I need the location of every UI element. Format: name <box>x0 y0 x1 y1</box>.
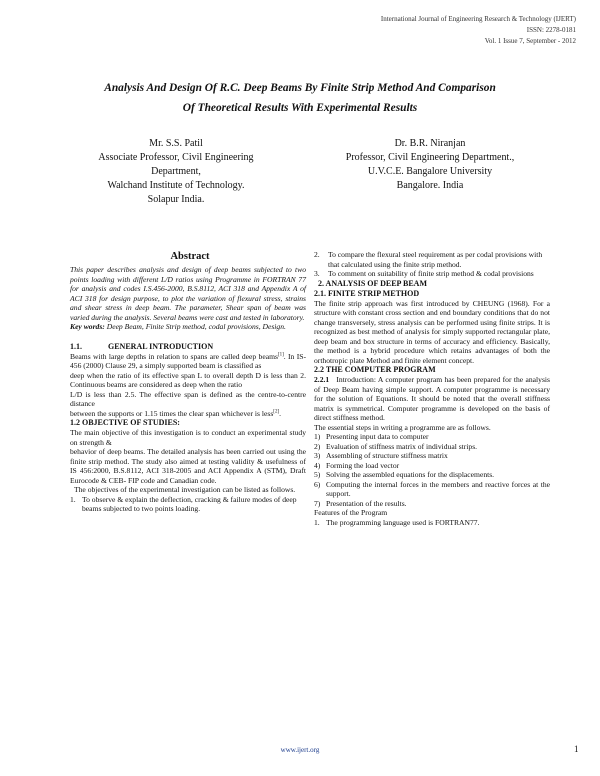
intro-paragraph <box>70 409 306 419</box>
intro-text: . <box>279 408 282 418</box>
objective-paragraph: The objectives of the experimental investigation can be listed as follows. <box>74 485 296 494</box>
author-location: Solapur India. <box>147 194 205 205</box>
page-number: 1 <box>574 744 579 754</box>
list-number: 1. <box>314 517 320 527</box>
section-title: GENERAL INTRODUCTION <box>108 341 214 351</box>
intro-text: Beams with large depths in relation to spans are called deep beams <box>70 351 278 361</box>
list-number: 1. <box>70 494 76 504</box>
author-block-patil <box>46 137 306 207</box>
footer-url: www.ijert.org <box>280 746 320 754</box>
journal-issn: ISSN: 2278-0181 <box>526 26 576 34</box>
list-text: Forming the load vector <box>326 460 400 470</box>
list-number: 3) <box>314 451 321 460</box>
list-number: 6) <box>314 479 321 489</box>
list-text: The programming language used is FORTRAN77. <box>326 517 480 527</box>
journal-name: International Journal of Engineering Research & Technology (IJERT) <box>380 15 576 23</box>
list-text: Presentation of the results. <box>326 498 407 508</box>
list-number: 3. <box>314 269 320 278</box>
list-item <box>70 495 306 514</box>
citation: [2] <box>273 408 280 414</box>
list-item <box>314 461 550 471</box>
author-name: Dr. B.R. Niranjan <box>394 138 466 149</box>
keywords-label: Key words: <box>70 322 105 331</box>
list-text: Solving the assembled equations for the displacements. <box>326 470 495 479</box>
finite-strip-paragraph: The finite strip approach was first introduced by CHEUNG (1968). For a structure with constant cross section and end boundary conditions that do not change transversely, stress analysis can be performed using finite strips. It is recognized as best method of analysis for simply supported rectangular plate, deep beam and box structure in terms of accuracy and efficiency. Basically, the method is a hybrid procedure which retains advantages of both the orthotropic plate Method and finite element concept. <box>314 298 550 365</box>
abstract-heading: Abstract <box>170 251 210 262</box>
list-number: 5) <box>314 470 321 479</box>
author-affiliation: Associate Professor, Civil Engineering <box>98 152 254 163</box>
section-heading-2: 2. ANALYSIS OF DEEP BEAM <box>318 278 427 288</box>
list-item <box>314 480 550 499</box>
features-heading: Features of the Program <box>314 508 388 517</box>
list-item <box>314 269 550 279</box>
abstract-text: This paper describes analysis and design of deep beams subjected to two points loading with different L/D ratios using Programme in FORTRAN 77 for analysis and codes I.S.456-2000, B.S.8112, ACI 318 and Appendix A of ACI 318 for design purpose, to plot the variation of flexural stress, strains and shear stress in deep beam. The parameter, Shear span of beam was varied during the analysis. Several beams were cast and tested in laboratory. <box>70 265 306 322</box>
intro-text: between the supports or 1.15 times the clear span whichever is less <box>70 408 274 418</box>
section-heading-1-1 <box>70 342 306 352</box>
list-text: Computing the internal forces in the members and reactive forces at the support. <box>326 479 550 498</box>
paper-title <box>30 78 570 118</box>
journal-volume: Vol. 1 Issue 7, September - 2012 <box>484 37 576 45</box>
author-institute: U.V.C.E. Bangalore University <box>367 166 493 177</box>
author-affiliation: Professor, Civil Engineering Department., <box>345 152 515 163</box>
author-block-niranjan <box>300 137 560 193</box>
intro-paragraph: L/D is less than 2.5. The effective span is defined as the centre-to-centre distance <box>70 389 306 408</box>
list-item <box>314 250 550 269</box>
author-name: Mr. S.S. Patil <box>149 138 203 149</box>
citation: [1] <box>277 351 284 357</box>
journal-header <box>381 14 576 47</box>
author-institute: Walchand Institute of Technology. <box>107 180 245 191</box>
section-number: 1.1. <box>70 341 82 351</box>
list-number: 2) <box>314 441 321 451</box>
list-text: Presenting input data to computer <box>326 432 429 441</box>
keywords-text: Deep Beam, Finite Strip method, codal provisions, Design. <box>104 322 286 331</box>
computer-program-paragraph <box>314 375 550 423</box>
intro-paragraph: deep when the ratio of its effective span L to overall depth D is less than 2. Continuous beams are considered as deep when the ratio <box>70 370 306 389</box>
list-item <box>314 518 550 528</box>
list-number: 1) <box>314 432 321 441</box>
list-text: Evaluation of stiffness matrix of individual strips. <box>326 441 478 451</box>
list-item <box>314 470 550 480</box>
section-heading-2-1: 2.1. FINITE STRIP METHOD <box>314 288 420 298</box>
keywords <box>70 322 306 332</box>
paper-title-line-2: Of Theoretical Results With Experimental Results <box>182 102 418 114</box>
list-number: 2. <box>314 250 320 259</box>
list-item <box>314 442 550 452</box>
list-number: 7) <box>314 498 321 508</box>
list-text: To compare the flexural steel requirement as per codal provisions with that calculated using the finite strip method. <box>328 250 543 269</box>
paper-title-line-1: Analysis And Design Of R.C. Deep Beams By Finite Strip Method And Comparison <box>104 82 496 94</box>
steps-intro: The essential steps in writing a programme are as follows. <box>314 422 491 432</box>
author-affiliation: Department, <box>151 166 201 177</box>
intro-text: . In IS-456 (2000) Clause 29, a simply supported beam is classified as <box>70 351 306 370</box>
list-item <box>314 432 550 442</box>
left-column <box>70 250 306 514</box>
list-number: 4) <box>314 460 321 470</box>
list-text: Assembling of structure stiffness matrix <box>326 451 448 460</box>
author-location: Bangalore. India <box>396 180 464 191</box>
list-text: To comment on suitability of finite strip method & codal provisions <box>328 269 534 278</box>
section-heading-1-2: 1.2 OBJECTIVE OF STUDIES: <box>70 418 180 427</box>
objective-paragraph: behavior of deep beams. The detailed analysis has been carried out using the finite strip method. The study also aimed at testing validity & usefulness of IS 456:2000, B.S.8112, ACI 318-2005 and ACI Appendix A (STM), Draft Eurocode & CEB- FIP code and Canadian code. <box>70 447 306 485</box>
list-item <box>314 451 550 461</box>
right-column <box>314 250 550 527</box>
computer-program-text: Introduction: A computer program has been prepared for the analysis of Deep Beam having simple support. A computer programme is necessary for the solution of Equations. It should be noted that the overall stiffness matrix is symmetrical. Computer programme is developed on the basis of direct stiffness method. <box>314 375 550 422</box>
objective-paragraph: The main objective of this investigation is to conduct an experimental study on strength & <box>70 428 306 447</box>
intro-paragraph <box>70 352 306 371</box>
section-heading-2-2: 2.2 THE COMPUTER PROGRAM <box>314 365 436 374</box>
list-text: To observe & explain the deflection, cracking & failure modes of deep beams subjected to two points loading. <box>82 494 297 513</box>
section-number: 2.2.1 <box>314 375 330 384</box>
list-item <box>314 499 550 509</box>
